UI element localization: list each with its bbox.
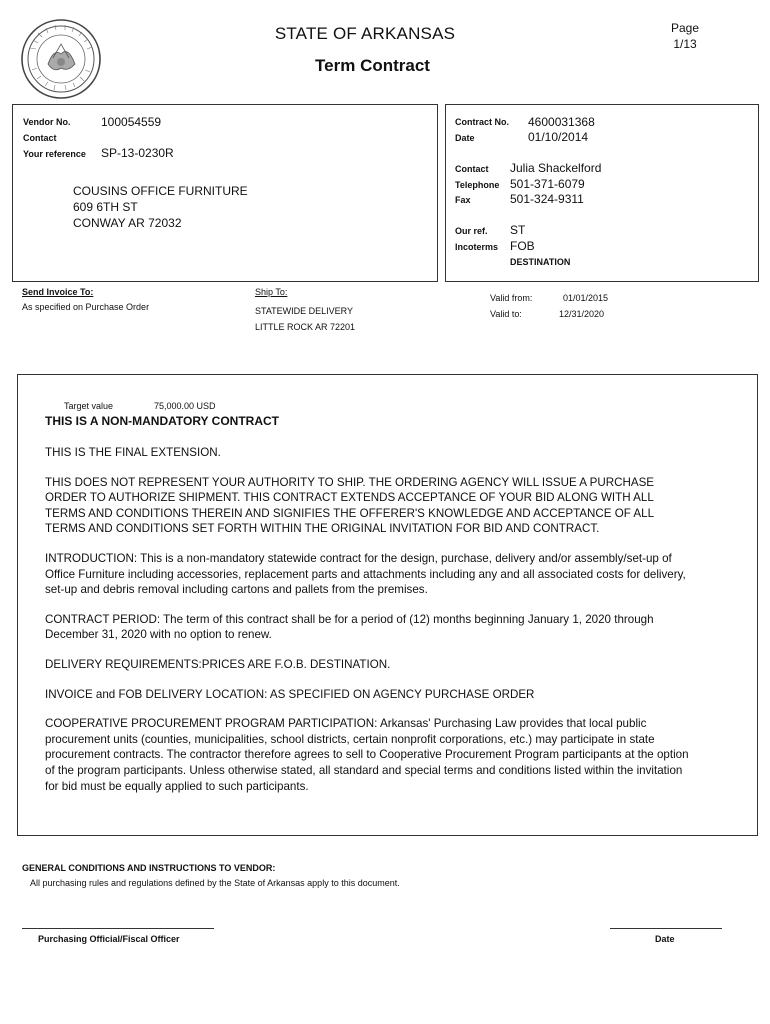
official-signature-line bbox=[22, 928, 214, 929]
ship-to-label: Ship To: bbox=[255, 287, 288, 297]
telephone-value: 501-371-6079 bbox=[510, 177, 585, 191]
page-indicator bbox=[660, 20, 710, 52]
vendor-box bbox=[12, 104, 438, 282]
body-paragraph: CONTRACT PERIOD: The term of this contract shall be for a period of (12) months beginning January 1, 2020 through December 31, 2020 with no option to renew. bbox=[45, 612, 654, 642]
ship-to-address bbox=[255, 303, 355, 335]
body-paragraph: INTRODUCTION: This is a non-mandatory statewide contract for the design, purchase, delivery and/or assembly/set-up of Office Furniture including accessories, replacement parts and attachments including any and all associated costs for delivery, set-up and debris removal including cartons and pallets from the premises. bbox=[45, 551, 686, 597]
contract-heading: THIS IS A NON-MANDATORY CONTRACT bbox=[45, 414, 279, 428]
valid-to-label: Valid to: bbox=[490, 309, 522, 319]
body-paragraph: DELIVERY REQUIREMENTS:PRICES ARE F.O.B. DESTINATION. bbox=[45, 657, 391, 671]
date-signature-label: Date bbox=[655, 934, 675, 944]
ship-to-line: LITTLE ROCK AR 72201 bbox=[255, 322, 356, 332]
general-conditions-heading: GENERAL CONDITIONS AND INSTRUCTIONS TO VENDOR: bbox=[22, 863, 276, 873]
target-value: 75,000.00 USD bbox=[154, 401, 216, 411]
our-ref-label: Our ref. bbox=[455, 226, 488, 236]
page-number: 1/13 bbox=[673, 37, 697, 51]
general-conditions-text: All purchasing rules and regulations defined by the State of Arkansas apply to this document. bbox=[30, 878, 400, 888]
contract-no-value: 4600031368 bbox=[528, 115, 595, 129]
target-value-label: Target value bbox=[64, 401, 114, 411]
contract-no-label: Contract No. bbox=[455, 117, 509, 127]
body-paragraph: COOPERATIVE PROCUREMENT PROGRAM PARTICIPATION: Arkansas' Purchasing Law provides that local public procurement units (counties, municipalities, school districts, certain nonprofit corporations, etc.) may participate in state procurement contracts. The contractor therefore agrees to sell to Cooperative Procurement Program participants at the option of the program participants. Unless otherwise stated, all standard and special terms and conditions listed within the invitation for bid must be equally applied to such participants. bbox=[45, 717, 689, 793]
contract-box bbox=[445, 104, 759, 282]
your-reference-value: SP-13-0230R bbox=[101, 146, 174, 160]
date-value: 01/10/2014 bbox=[528, 130, 589, 144]
contact-label: Contact bbox=[23, 133, 57, 143]
page-label: Page bbox=[670, 21, 700, 35]
incoterms-detail: DESTINATION bbox=[510, 257, 571, 267]
telephone-label: Telephone bbox=[455, 180, 500, 190]
vendor-address-line: 609 6TH ST bbox=[73, 200, 138, 214]
send-invoice-label: Send Invoice To: bbox=[22, 287, 94, 297]
incoterms-label: Incoterms bbox=[455, 242, 499, 252]
document-subtitle: Term Contract bbox=[315, 56, 430, 75]
contract-body-text bbox=[45, 445, 695, 808]
vendor-address bbox=[73, 183, 248, 231]
ship-to-line: STATEWIDE DELIVERY bbox=[255, 306, 354, 316]
contract-body-box bbox=[17, 374, 758, 836]
date-label: Date bbox=[455, 133, 475, 143]
fax-label: Fax bbox=[455, 195, 471, 205]
document-title: STATE OF ARKANSAS bbox=[274, 24, 456, 43]
send-invoice-value: As specified on Purchase Order bbox=[22, 302, 150, 312]
vendor-address-line: CONWAY AR 72032 bbox=[73, 216, 182, 230]
your-reference-label: Your reference bbox=[23, 149, 86, 159]
fax-value: 501-324-9311 bbox=[510, 192, 584, 206]
body-paragraph: INVOICE and FOB DELIVERY LOCATION: AS SPECIFIED ON AGENCY PURCHASE ORDER bbox=[45, 687, 535, 701]
body-paragraph: THIS DOES NOT REPRESENT YOUR AUTHORITY TO SHIP. THE ORDERING AGENCY WILL ISSUE A PURCHASE ORDER TO AUTHORIZE SHIPMENT. THIS CONTRACT EXTENDS ACCEPTANCE OF YOUR BID ALONG WITH ALL TERMS AND CONDITIONS THEREIN AND SIGNIFIES THE OFFERER'S KNOWLEDGE AND ACCEPTANCE OF ALL TERMS AND CONDITIONS SET FORTH WITHIN THE ORIGINAL INVITATION FOR BID AND CONTRACT. bbox=[45, 475, 655, 536]
incoterms-value: FOB bbox=[510, 239, 535, 253]
official-signature-label: Purchasing Official/Fiscal Officer bbox=[38, 934, 180, 944]
contact-value: Julia Shackelford bbox=[510, 161, 602, 175]
vendor-no-value: 100054559 bbox=[101, 115, 162, 129]
contact-label: Contact bbox=[455, 164, 489, 174]
vendor-address-line: COUSINS OFFICE FURNITURE bbox=[73, 184, 248, 198]
our-ref-value: ST bbox=[510, 223, 526, 237]
date-signature-line bbox=[610, 928, 722, 929]
valid-from-label: Valid from: bbox=[490, 293, 533, 303]
body-paragraph: THIS IS THE FINAL EXTENSION. bbox=[45, 446, 221, 459]
valid-to-value: 12/31/2020 bbox=[559, 309, 605, 319]
vendor-no-label: Vendor No. bbox=[23, 117, 71, 127]
valid-from-value: 01/01/2015 bbox=[563, 293, 609, 303]
